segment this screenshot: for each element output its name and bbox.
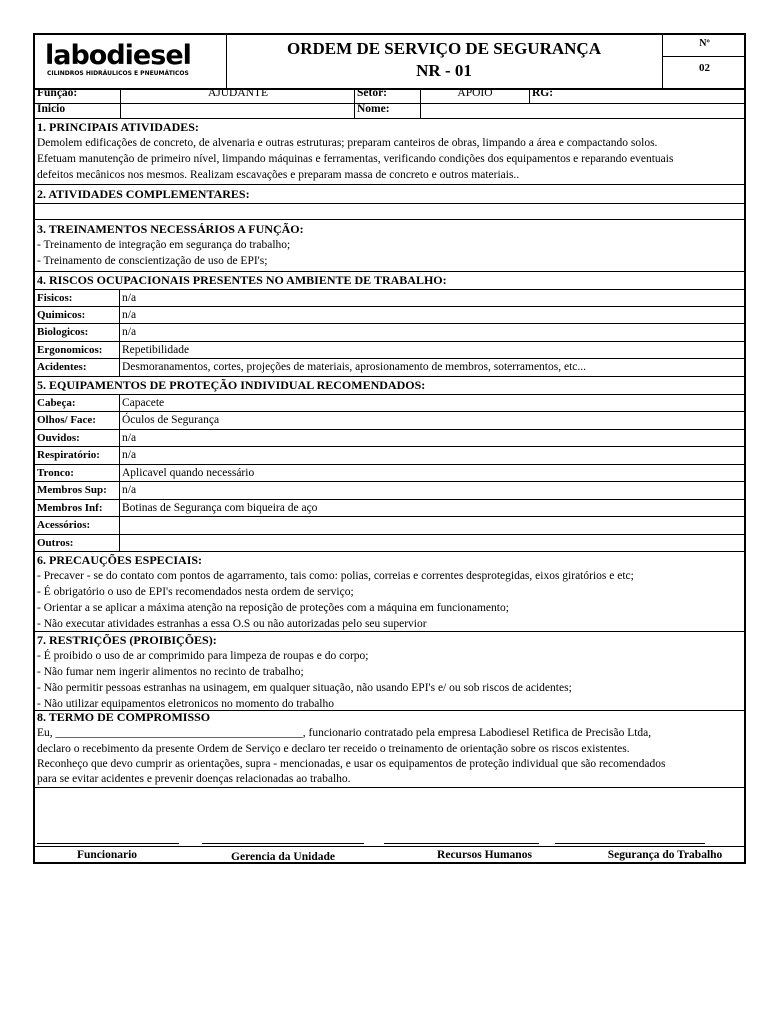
section-7-line-2: - Não fumar nem ingerir alimentos no recinto de trabalho; — [37, 666, 304, 678]
section-3-line-2: - Treinamento de conscientização de uso de EPI's; — [37, 255, 268, 267]
epi-label: Olhos/ Face: — [37, 414, 96, 426]
number-value: 02 — [699, 62, 710, 74]
section-6-line-3: - Orientar a se aplicar a máxima atenção na reposição de proteções com a máquina em funcionamento; — [37, 602, 509, 614]
section-7-line-1: - É proibido o uso de ar comprimido para limpeza de roupas e do corpo; — [37, 650, 369, 662]
funcao-label: Função: — [37, 87, 78, 99]
signature-gerencia: Gerencia da Unidade — [231, 851, 335, 863]
epi-value: Capacete — [122, 397, 165, 409]
signature-line[interactable] — [555, 843, 705, 844]
epi-label: Tronco: — [37, 467, 74, 479]
section-8-line-3: Reconheço que devo cumprir as orientações, supra - mencionadas, e usar os equipamentos de proteção individual que são recomendados — [37, 758, 666, 770]
epi-value: n/a — [122, 484, 137, 496]
section-8-line-2: declaro o recebimento da presente Ordem de Serviço e declaro ter receido o treinamento de orientação sobre os riscos existentes. — [37, 743, 630, 755]
section-6-line-2: - É obrigatório o uso de EPI's recomendados nesta ordem de serviço; — [37, 586, 354, 598]
section-7-line-3: - Não permitir pessoas estranhas na usinagem, em qualquer situação, não usando EPI's e/ ou sob riscos de acidentes; — [37, 682, 572, 694]
epi-label: Ouvidos: — [37, 432, 80, 444]
section-6-title: 6. PRECAUÇÕES ESPECIAIS: — [37, 553, 203, 567]
safety-order-form — [33, 33, 746, 864]
document-title: ORDEM DE SERVIÇO DE SEGURANÇA — [287, 39, 601, 58]
number-label: Nº — [699, 38, 710, 49]
signature-rh: Recursos Humanos — [437, 849, 532, 861]
section-4-title: 4. RISCOS OCUPACIONAIS PRESENTES NO AMBIENTE DE TRABALHO: — [37, 273, 447, 287]
section-1-line-2: Efetuam manutenção de primeiro nível, limpando máquinas e ferramentas, verificando condições dos equipamentos e reparando eventuais — [37, 153, 674, 165]
setor-label: Setor: — [357, 87, 388, 99]
section-5-title: 5. EQUIPAMENTOS DE PROTEÇÃO INDIVIDUAL RECOMENDADOS: — [37, 378, 426, 392]
signature-line[interactable] — [202, 843, 364, 844]
section-2-title: 2. ATIVIDADES COMPLEMENTARES: — [37, 187, 250, 201]
section-8-line-1: Eu, ___________________________________________, funcionario contratado pela empresa Labodiesel Retifica de Precisão Ltda, — [37, 727, 652, 739]
section-3-title: 3. TREINAMENTOS NECESSÁRIOS A FUNÇÃO: — [37, 222, 304, 236]
logo — [41, 41, 221, 81]
section-8-title: 8. TERMO DE COMPROMISSO — [37, 710, 211, 724]
risk-label: Acidentes: — [37, 361, 87, 373]
epi-label: Membros Sup: — [37, 484, 107, 496]
logo-text: labodiesel — [45, 40, 191, 71]
rg-label: RG: — [532, 87, 554, 99]
section-7-title: 7. RESTRIÇÕES (PROIBIÇÕES): — [37, 633, 217, 647]
setor-value[interactable]: APOIO — [457, 87, 493, 99]
signature-funcionario: Funcionario — [76, 849, 138, 861]
section-1-line-3: defeitos mecânicos nos mesmos. Realizam escavações e preparam massa de concreto e outros materiais.. — [37, 169, 520, 181]
risk-label: Ergonomicos: — [37, 344, 103, 356]
risk-value: Repetibilidade — [122, 344, 190, 356]
section-8-line-4: para se evitar acidentes e prevenir doenças relacionadas ao trabalho. — [37, 773, 351, 785]
section-1-line-1: Demolem edificações de concreto, de alvenaria e outras estruturas; preparam canteiros de obras, limpando a área e compactando solos. — [37, 137, 658, 149]
epi-value: n/a — [122, 449, 137, 461]
risk-value: n/a — [122, 309, 137, 321]
epi-value: n/a — [122, 432, 137, 444]
risk-value: n/a — [122, 292, 137, 304]
epi-label: Respiratório: — [37, 449, 100, 461]
epi-label: Membros Inf: — [37, 502, 103, 514]
inicio-label: Inicio — [37, 103, 66, 115]
section-6-line-4: - Não executar atividades estranhas a essa O.S ou não autorizadas pelo seu supervior — [37, 618, 427, 630]
signature-line[interactable] — [37, 843, 179, 844]
signature-seguranca: Segurança do Trabalho — [607, 849, 723, 861]
section-6-line-1: - Precaver - se do contato com pontos de agarramento, tais como: polias, correias e correntes desprotegidas, eixos giratórios e etc; — [37, 570, 634, 582]
risk-value: n/a — [122, 326, 137, 338]
epi-value: Óculos de Segurança — [122, 414, 220, 426]
section-3-line-1: - Treinamento de integração em segurança do trabalho; — [37, 239, 291, 251]
section-7-line-4: - Não utilizar equipamentos eletronicos no momento do trabalho — [37, 698, 335, 710]
epi-label: Outros: — [37, 537, 74, 549]
funcao-value[interactable]: AJUDANTE — [207, 87, 269, 99]
section-1-title: 1. PRINCIPAIS ATIVIDADES: — [37, 120, 199, 134]
risk-label: Quimicos: — [37, 309, 86, 321]
risk-label: Fisicos: — [37, 292, 73, 304]
risk-value: Desmoranamentos, cortes, projeções de materiais, aprosionamento de membros, soterramentos, etc... — [122, 361, 587, 373]
document-subtitle: NR - 01 — [416, 61, 472, 80]
logo-subtitle: CILINDROS HIDRÁULICOS E PNEUMÁTICOS — [47, 70, 189, 77]
epi-value: Botinas de Segurança com biqueira de aço — [122, 502, 318, 514]
epi-label: Cabeça: — [37, 397, 76, 409]
nome-label: Nome: — [357, 103, 390, 115]
signature-line[interactable] — [384, 843, 539, 844]
epi-label: Acessórios: — [37, 519, 91, 531]
epi-value: Aplicavel quando necessário — [122, 467, 255, 479]
risk-label: Biologicos: — [37, 326, 89, 338]
